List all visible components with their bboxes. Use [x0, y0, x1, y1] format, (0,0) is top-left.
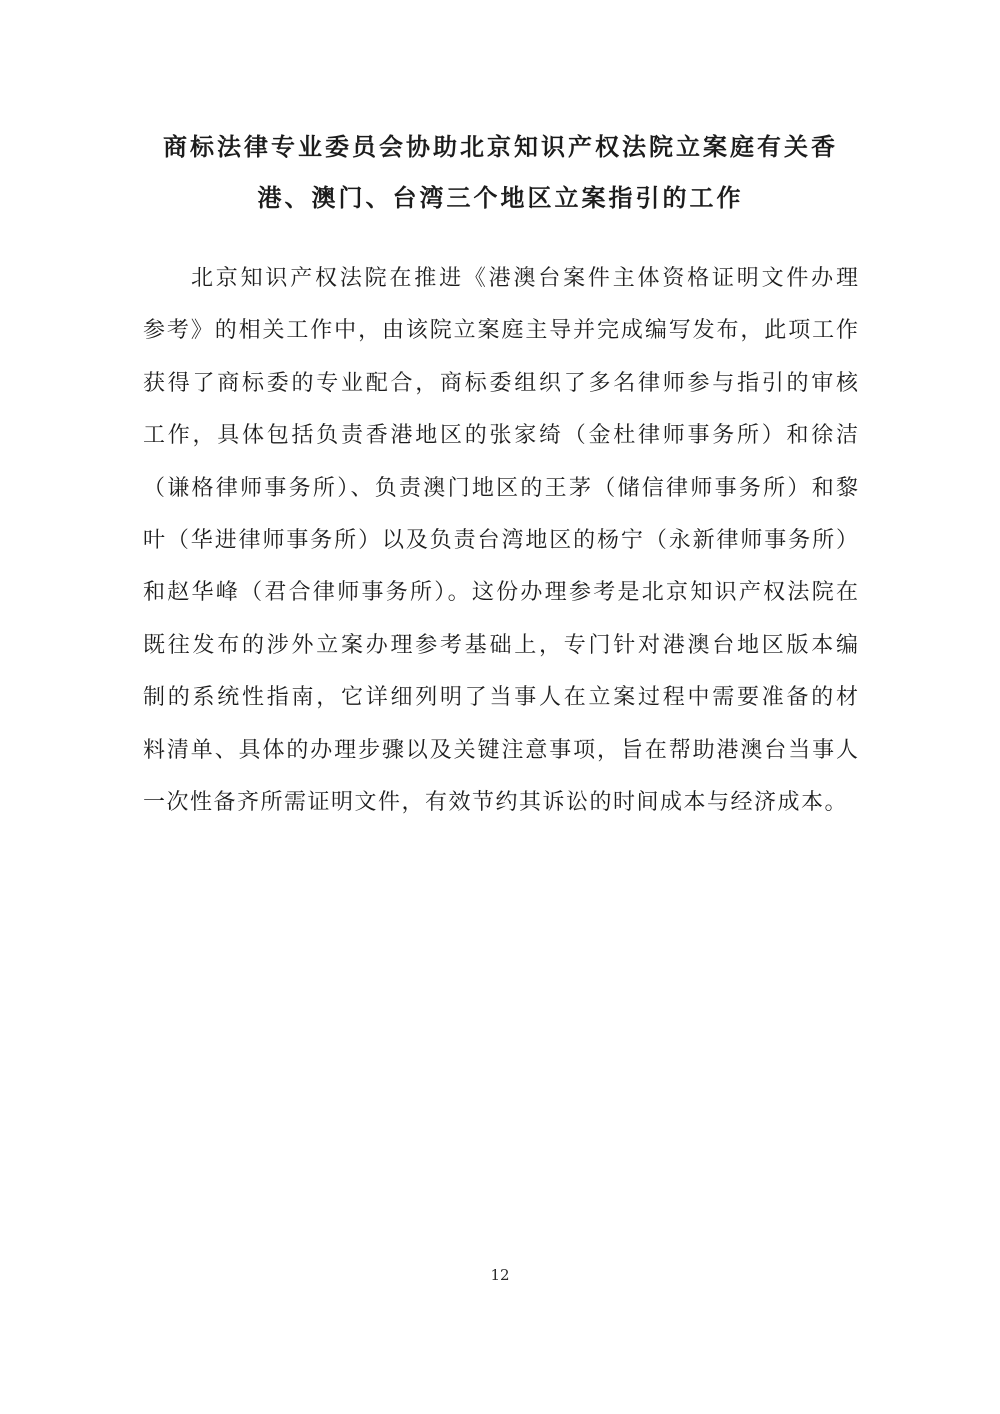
document-title [143, 121, 858, 223]
body-paragraph [143, 253, 858, 829]
paragraph-line: 一次性备齐所需证明文件，有效节约其诉讼的时间成本与经济成本。 [143, 790, 849, 816]
paragraph-line: 制的系统性指南，它详细列明了当事人在立案过程中需要准备的材 [143, 685, 858, 711]
paragraph-line: 既往发布的涉外立案办理参考基础上，专门针对港澳台地区版本编 [143, 632, 858, 658]
paragraph-line: 参考》的相关工作中，由该院立案庭主导并完成编写发布，此项工作 [143, 318, 858, 344]
text-block [143, 0, 858, 829]
page-number: 12 [490, 1266, 510, 1284]
paragraph-line: （谦格律师事务所）、负责澳门地区的王茅（储信律师事务所）和黎 [143, 475, 858, 501]
paragraph-line: 料清单、具体的办理步骤以及关键注意事项，旨在帮助港澳台当事人 [143, 737, 858, 763]
paragraph-line: 和赵华峰（君合律师事务所）。这份办理参考是北京知识产权法院在 [143, 580, 858, 606]
paragraph-line: 获得了商标委的专业配合，商标委组织了多名律师参与指引的审核 [143, 370, 858, 396]
document-title-line-1: 商标法律专业委员会协助北京知识产权法院立案庭有关香 [163, 132, 838, 161]
paragraph-line: 叶（华进律师事务所）以及负责台湾地区的杨宁（永新律师事务所） [143, 528, 858, 554]
document-title-line-2: 港、澳门、台湾三个地区立案指引的工作 [257, 183, 744, 212]
paragraph-line: 工作，具体包括负责香港地区的张家绮（金杜律师事务所）和徐洁 [143, 423, 858, 449]
paragraph-line: 北京知识产权法院在推进《港澳台案件主体资格证明文件办理 [191, 266, 858, 291]
